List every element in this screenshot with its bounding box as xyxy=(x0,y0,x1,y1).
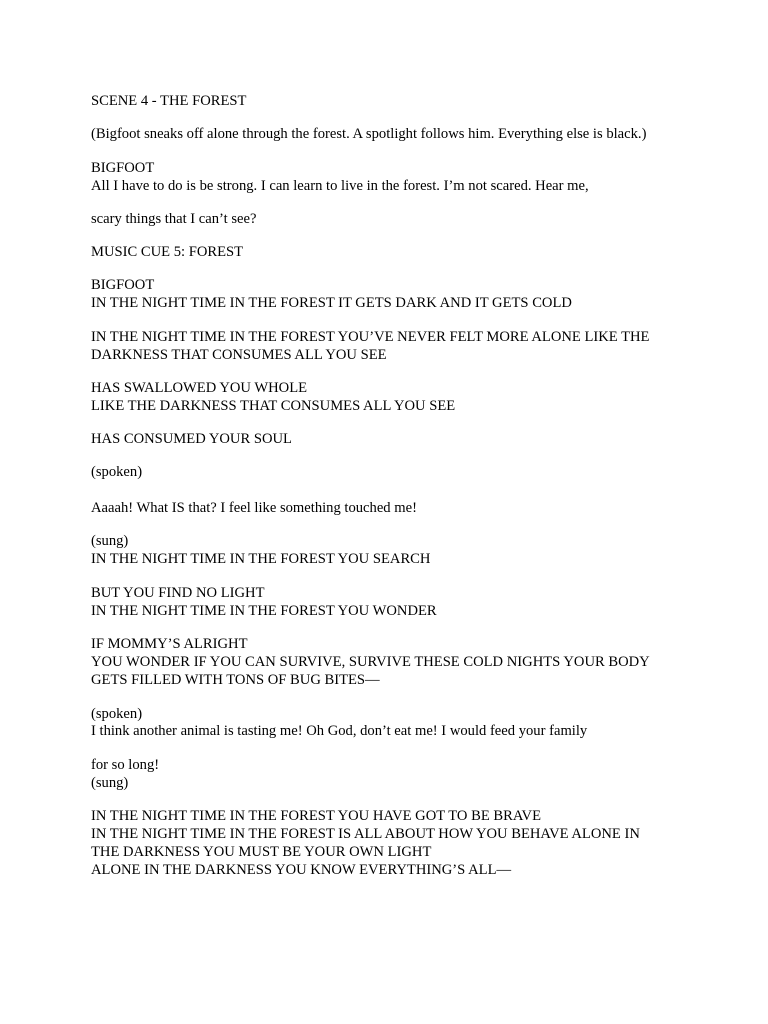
lyric-line: HAS SWALLOWED YOU WHOLE xyxy=(91,380,308,396)
lyric-line: IF MOMMY’S ALRIGHT xyxy=(91,636,248,652)
lyric-line: IN THE NIGHT TIME IN THE FOREST YOU HAVE GOT TO BE BRAVE xyxy=(91,808,541,824)
lyric-line: DARKNESS THAT CONSUMES ALL YOU SEE xyxy=(91,347,387,363)
lyric-line: GETS FILLED WITH TONS OF BUG BITES— xyxy=(91,672,380,688)
music-cue: MUSIC CUE 5: FOREST xyxy=(91,244,244,260)
lyric-line: YOU WONDER IF YOU CAN SURVIVE, SURVIVE THESE COLD NIGHTS YOUR BODY xyxy=(91,654,650,670)
character-name: BIGFOOT xyxy=(91,277,155,293)
scene-heading: SCENE 4 - THE FOREST xyxy=(91,93,247,109)
stage-direction: (spoken) xyxy=(91,706,143,722)
stage-direction: (spoken) xyxy=(91,464,143,480)
dialogue-line: Aaaah! What IS that? I feel like something touched me! xyxy=(91,500,417,516)
lyric-line: ALONE IN THE DARKNESS YOU KNOW EVERYTHING’S ALL— xyxy=(91,862,512,878)
lyric-line: THE DARKNESS YOU MUST BE YOUR OWN LIGHT xyxy=(91,844,432,860)
stage-direction: (Bigfoot sneaks off alone through the forest. A spotlight follows him. Everything else is black.) xyxy=(91,126,647,142)
lyric-line: IN THE NIGHT TIME IN THE FOREST IT GETS DARK AND IT GETS COLD xyxy=(91,295,572,311)
lyric-line: IN THE NIGHT TIME IN THE FOREST IS ALL ABOUT HOW YOU BEHAVE ALONE IN xyxy=(91,826,640,842)
lyric-line: IN THE NIGHT TIME IN THE FOREST YOU WONDER xyxy=(91,603,437,619)
character-name: BIGFOOT xyxy=(91,160,155,176)
lyric-line: LIKE THE DARKNESS THAT CONSUMES ALL YOU SEE xyxy=(91,398,456,414)
lyric-line: BUT YOU FIND NO LIGHT xyxy=(91,585,265,601)
lyric-line: IN THE NIGHT TIME IN THE FOREST YOU SEARCH xyxy=(91,551,431,567)
dialogue-line: scary things that I can’t see? xyxy=(91,211,257,227)
stage-direction: (sung) xyxy=(91,533,129,549)
dialogue-line: for so long! xyxy=(91,757,160,773)
lyric-line: IN THE NIGHT TIME IN THE FOREST YOU’VE NEVER FELT MORE ALONE LIKE THE xyxy=(91,329,650,345)
dialogue-line: All I have to do is be strong. I can learn to live in the forest. I’m not scared. Hear me, xyxy=(91,178,589,194)
lyric-line: HAS CONSUMED YOUR SOUL xyxy=(91,431,292,447)
dialogue-line: I think another animal is tasting me! Oh God, don’t eat me! I would feed your family xyxy=(91,723,588,739)
stage-direction: (sung) xyxy=(91,775,129,791)
